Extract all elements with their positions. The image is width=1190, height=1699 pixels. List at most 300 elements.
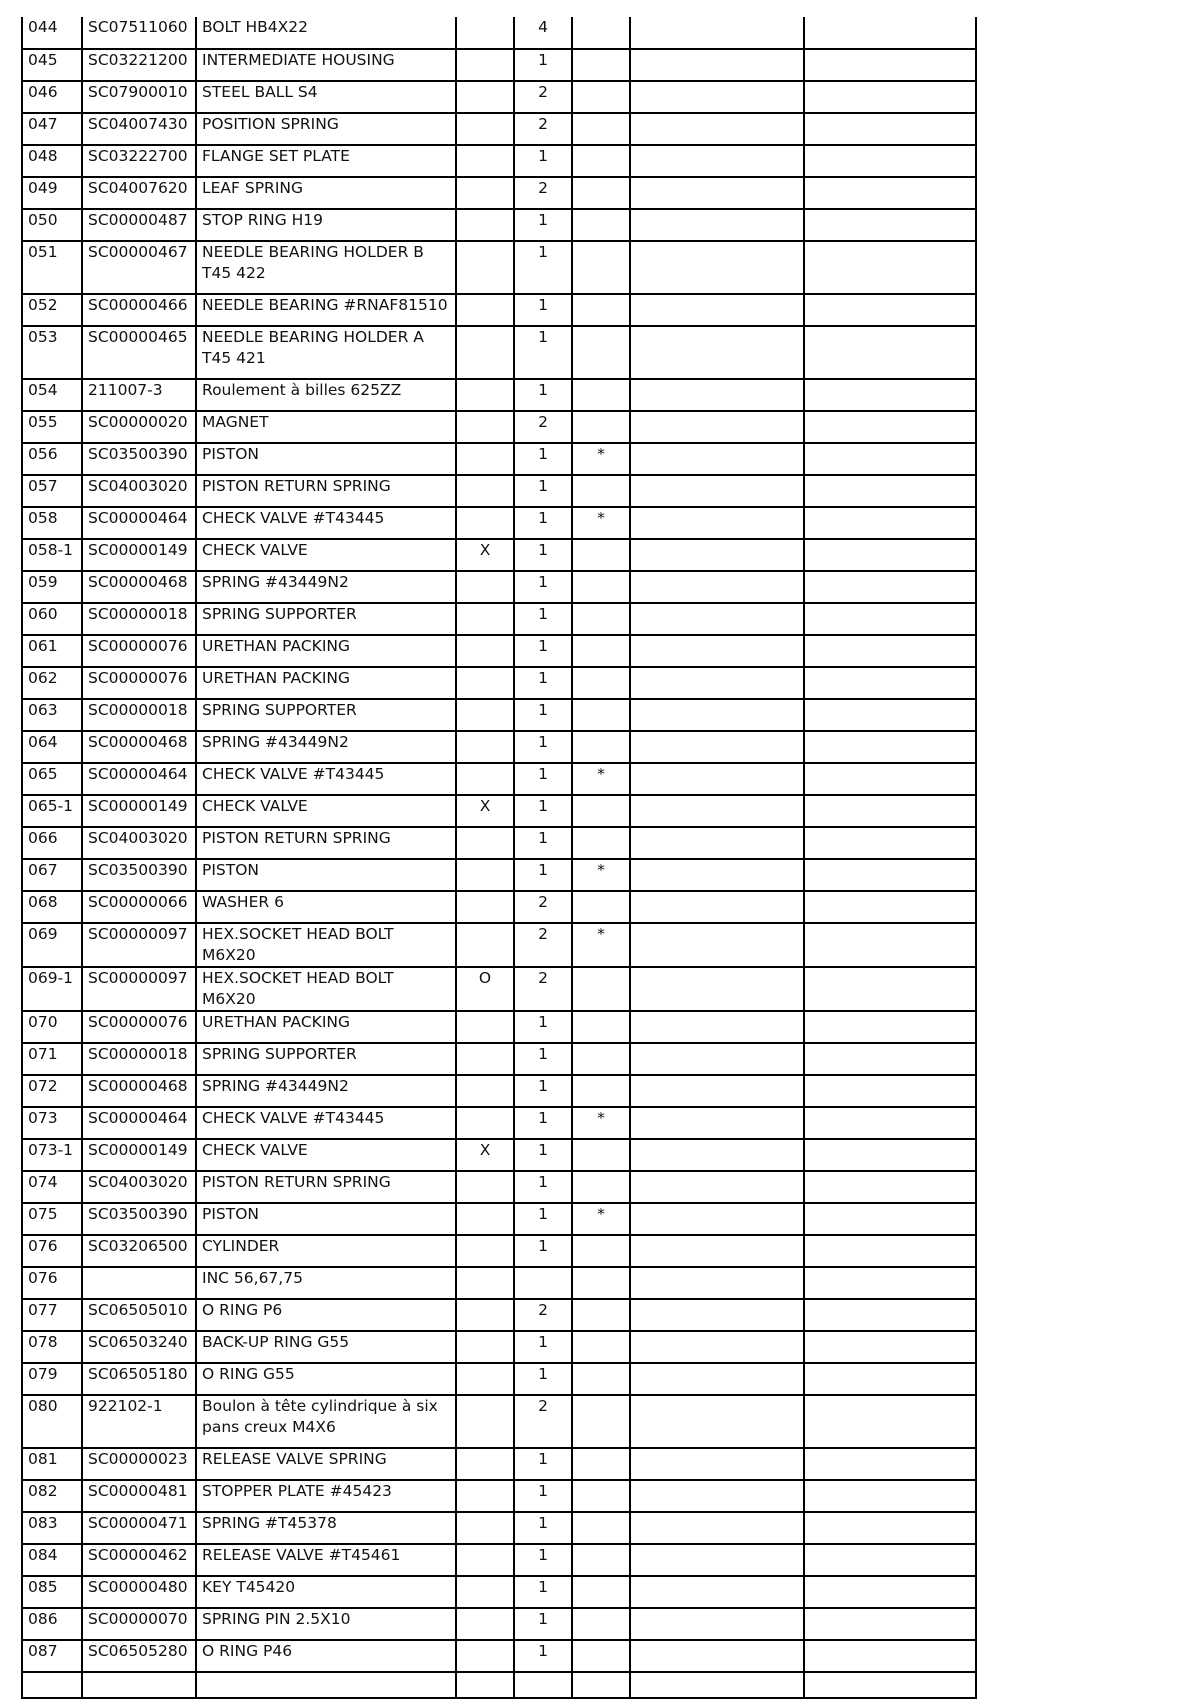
item-number-cell: 058-1 [22, 539, 82, 571]
flag-cell [456, 1107, 514, 1139]
part-code-cell: SC00000464 [82, 1107, 196, 1139]
description-cell: NEEDLE BEARING #RNAF81510 [196, 294, 456, 326]
table-row [22, 859, 976, 891]
part-code-cell: SC00000149 [82, 1139, 196, 1171]
description-cell: PISTON RETURN SPRING [196, 827, 456, 859]
table-row [22, 1672, 976, 1698]
quantity-cell: 1 [514, 1448, 572, 1480]
quantity-cell: 1 [514, 827, 572, 859]
part-code-cell: SC00000149 [82, 539, 196, 571]
table-row [22, 827, 976, 859]
flag-cell [456, 326, 514, 379]
extra-cell-2 [804, 1512, 976, 1544]
description-cell: INC 56,67,75 [196, 1267, 456, 1299]
mark-cell: * [572, 923, 630, 967]
extra-cell-1 [630, 635, 804, 667]
extra-cell-2 [804, 1395, 976, 1448]
extra-cell-2 [804, 49, 976, 81]
description-cell: CYLINDER [196, 1235, 456, 1267]
flag-cell [456, 1043, 514, 1075]
quantity-cell: 1 [514, 1235, 572, 1267]
table-row [22, 1043, 976, 1075]
part-code-cell: SC00000464 [82, 507, 196, 539]
item-number-cell: 087 [22, 1640, 82, 1672]
extra-cell-1 [630, 1672, 804, 1698]
item-number-cell: 063 [22, 699, 82, 731]
quantity-cell: 1 [514, 209, 572, 241]
extra-cell-2 [804, 1544, 976, 1576]
description-cell: HEX.SOCKET HEAD BOLT M6X20 [196, 923, 456, 967]
table-row [22, 475, 976, 507]
item-number-cell: 050 [22, 209, 82, 241]
table-row [22, 1203, 976, 1235]
table-row [22, 1075, 976, 1107]
part-code-cell: SC07900010 [82, 81, 196, 113]
flag-cell [456, 1512, 514, 1544]
flag-cell [456, 1640, 514, 1672]
quantity-cell: 1 [514, 49, 572, 81]
description-cell: URETHAN PACKING [196, 667, 456, 699]
flag-cell [456, 859, 514, 891]
description-cell: CHECK VALVE #T43445 [196, 763, 456, 795]
description-cell: URETHAN PACKING [196, 1011, 456, 1043]
part-code-cell: SC03500390 [82, 1203, 196, 1235]
mark-cell: * [572, 1203, 630, 1235]
extra-cell-2 [804, 1331, 976, 1363]
extra-cell-1 [630, 1448, 804, 1480]
quantity-cell: 1 [514, 667, 572, 699]
flag-cell: X [456, 1139, 514, 1171]
extra-cell-1 [630, 539, 804, 571]
part-code-cell: SC00000468 [82, 571, 196, 603]
flag-cell [456, 1203, 514, 1235]
part-code-cell: SC04007620 [82, 177, 196, 209]
mark-cell [572, 326, 630, 379]
extra-cell-2 [804, 1363, 976, 1395]
table-row [22, 294, 976, 326]
flag-cell [456, 763, 514, 795]
extra-cell-2 [804, 827, 976, 859]
table-row [22, 326, 976, 379]
mark-cell [572, 1608, 630, 1640]
item-number-cell: 074 [22, 1171, 82, 1203]
extra-cell-2 [804, 379, 976, 411]
extra-cell-2 [804, 635, 976, 667]
item-number-cell: 065 [22, 763, 82, 795]
table-row [22, 923, 976, 967]
quantity-cell: 2 [514, 1299, 572, 1331]
quantity-cell: 1 [514, 603, 572, 635]
part-code-cell: SC00000468 [82, 731, 196, 763]
quantity-cell: 1 [514, 699, 572, 731]
flag-cell [456, 1480, 514, 1512]
mark-cell [572, 827, 630, 859]
quantity-cell: 1 [514, 1107, 572, 1139]
table-row [22, 241, 976, 294]
extra-cell-1 [630, 1235, 804, 1267]
table-row [22, 1480, 976, 1512]
quantity-cell: 1 [514, 145, 572, 177]
mark-cell [572, 411, 630, 443]
description-cell [196, 1672, 456, 1698]
quantity-cell: 1 [514, 1640, 572, 1672]
quantity-cell: 1 [514, 795, 572, 827]
flag-cell [456, 294, 514, 326]
flag-cell [456, 1331, 514, 1363]
part-code-cell: SC00000018 [82, 699, 196, 731]
table-row [22, 967, 976, 1011]
part-code-cell: SC03222700 [82, 145, 196, 177]
extra-cell-2 [804, 1480, 976, 1512]
extra-cell-1 [630, 1075, 804, 1107]
extra-cell-1 [630, 891, 804, 923]
description-cell: NEEDLE BEARING HOLDER A T45 421 [196, 326, 456, 379]
extra-cell-1 [630, 1011, 804, 1043]
description-cell: PISTON RETURN SPRING [196, 475, 456, 507]
description-cell: Roulement à billes 625ZZ [196, 379, 456, 411]
item-number-cell: 078 [22, 1331, 82, 1363]
flag-cell [456, 379, 514, 411]
item-number-cell: 061 [22, 635, 82, 667]
mark-cell [572, 475, 630, 507]
table-row [22, 1299, 976, 1331]
quantity-cell: 1 [514, 1576, 572, 1608]
extra-cell-1 [630, 603, 804, 635]
extra-cell-1 [630, 17, 804, 49]
part-code-cell: SC00000020 [82, 411, 196, 443]
quantity-cell: 1 [514, 326, 572, 379]
item-number-cell: 045 [22, 49, 82, 81]
item-number-cell: 064 [22, 731, 82, 763]
part-code-cell: SC03500390 [82, 443, 196, 475]
extra-cell-1 [630, 667, 804, 699]
mark-cell [572, 1576, 630, 1608]
description-cell: SPRING SUPPORTER [196, 1043, 456, 1075]
table-row [22, 539, 976, 571]
table-row [22, 1267, 976, 1299]
part-code-cell: SC00000076 [82, 635, 196, 667]
extra-cell-1 [630, 923, 804, 967]
item-number-cell: 057 [22, 475, 82, 507]
extra-cell-1 [630, 1203, 804, 1235]
item-number-cell: 053 [22, 326, 82, 379]
description-cell: O RING P6 [196, 1299, 456, 1331]
item-number-cell: 068 [22, 891, 82, 923]
part-code-cell: SC07511060 [82, 17, 196, 49]
description-cell: SPRING PIN 2.5X10 [196, 1608, 456, 1640]
extra-cell-1 [630, 475, 804, 507]
mark-cell [572, 967, 630, 1011]
table-row [22, 1331, 976, 1363]
description-cell: SPRING SUPPORTER [196, 603, 456, 635]
table-row [22, 1363, 976, 1395]
table-row [22, 507, 976, 539]
mark-cell [572, 209, 630, 241]
extra-cell-1 [630, 1139, 804, 1171]
table-row [22, 145, 976, 177]
extra-cell-2 [804, 1139, 976, 1171]
flag-cell [456, 1363, 514, 1395]
part-code-cell: SC04003020 [82, 827, 196, 859]
flag-cell [456, 411, 514, 443]
item-number-cell: 071 [22, 1043, 82, 1075]
description-cell: POSITION SPRING [196, 113, 456, 145]
part-code-cell: SC00000481 [82, 1480, 196, 1512]
extra-cell-2 [804, 1640, 976, 1672]
description-cell: STOP RING H19 [196, 209, 456, 241]
description-cell: NEEDLE BEARING HOLDER B T45 422 [196, 241, 456, 294]
extra-cell-1 [630, 967, 804, 1011]
description-cell: URETHAN PACKING [196, 635, 456, 667]
flag-cell [456, 81, 514, 113]
table-row [22, 49, 976, 81]
flag-cell [456, 731, 514, 763]
mark-cell: * [572, 1107, 630, 1139]
mark-cell [572, 699, 630, 731]
extra-cell-1 [630, 1544, 804, 1576]
flag-cell [456, 1672, 514, 1698]
extra-cell-2 [804, 539, 976, 571]
extra-cell-1 [630, 1299, 804, 1331]
item-number-cell: 046 [22, 81, 82, 113]
mark-cell [572, 81, 630, 113]
part-code-cell: SC03221200 [82, 49, 196, 81]
table-row [22, 411, 976, 443]
quantity-cell: 2 [514, 967, 572, 1011]
extra-cell-1 [630, 1395, 804, 1448]
extra-cell-1 [630, 763, 804, 795]
part-code-cell: SC06505280 [82, 1640, 196, 1672]
mark-cell [572, 1235, 630, 1267]
item-number-cell: 083 [22, 1512, 82, 1544]
table-row [22, 1011, 976, 1043]
flag-cell: O [456, 967, 514, 1011]
flag-cell [456, 827, 514, 859]
item-number-cell: 049 [22, 177, 82, 209]
extra-cell-1 [630, 411, 804, 443]
table-row [22, 1139, 976, 1171]
description-cell: CHECK VALVE [196, 539, 456, 571]
quantity-cell: 1 [514, 1203, 572, 1235]
extra-cell-2 [804, 699, 976, 731]
item-number-cell: 062 [22, 667, 82, 699]
item-number-cell: 076 [22, 1235, 82, 1267]
quantity-cell: 1 [514, 1480, 572, 1512]
flag-cell [456, 475, 514, 507]
description-cell: STEEL BALL S4 [196, 81, 456, 113]
mark-cell [572, 1672, 630, 1698]
description-cell: PISTON [196, 859, 456, 891]
mark-cell [572, 731, 630, 763]
extra-cell-2 [804, 209, 976, 241]
extra-cell-1 [630, 571, 804, 603]
flag-cell [456, 1395, 514, 1448]
quantity-cell: 1 [514, 443, 572, 475]
item-number-cell: 069-1 [22, 967, 82, 1011]
extra-cell-1 [630, 699, 804, 731]
part-code-cell: SC00000480 [82, 1576, 196, 1608]
mark-cell [572, 145, 630, 177]
quantity-cell: 1 [514, 1139, 572, 1171]
item-number-cell: 072 [22, 1075, 82, 1107]
table-row [22, 1512, 976, 1544]
part-code-cell: SC00000070 [82, 1608, 196, 1640]
description-cell: RELEASE VALVE SPRING [196, 1448, 456, 1480]
part-code-cell: SC06505010 [82, 1299, 196, 1331]
description-cell: O RING P46 [196, 1640, 456, 1672]
flag-cell [456, 49, 514, 81]
extra-cell-2 [804, 1107, 976, 1139]
mark-cell [572, 1011, 630, 1043]
extra-cell-2 [804, 241, 976, 294]
quantity-cell: 1 [514, 1075, 572, 1107]
extra-cell-2 [804, 1203, 976, 1235]
description-cell: SPRING SUPPORTER [196, 699, 456, 731]
flag-cell [456, 603, 514, 635]
extra-cell-2 [804, 967, 976, 1011]
extra-cell-1 [630, 379, 804, 411]
extra-cell-1 [630, 241, 804, 294]
table-row [22, 795, 976, 827]
flag-cell [456, 699, 514, 731]
description-cell: STOPPER PLATE #45423 [196, 1480, 456, 1512]
extra-cell-2 [804, 443, 976, 475]
quantity-cell: 1 [514, 1043, 572, 1075]
table-row [22, 1107, 976, 1139]
item-number-cell: 060 [22, 603, 82, 635]
extra-cell-1 [630, 1640, 804, 1672]
item-number-cell: 081 [22, 1448, 82, 1480]
extra-cell-2 [804, 177, 976, 209]
quantity-cell: 1 [514, 1331, 572, 1363]
table-row [22, 891, 976, 923]
extra-cell-2 [804, 1448, 976, 1480]
table-row [22, 81, 976, 113]
part-code-cell: SC00000097 [82, 967, 196, 1011]
extra-cell-2 [804, 113, 976, 145]
part-code-cell: SC00000066 [82, 891, 196, 923]
extra-cell-1 [630, 795, 804, 827]
quantity-cell: 4 [514, 17, 572, 49]
table-row [22, 1640, 976, 1672]
table-row [22, 1448, 976, 1480]
part-code-cell: SC00000018 [82, 1043, 196, 1075]
quantity-cell: 1 [514, 1544, 572, 1576]
extra-cell-1 [630, 1512, 804, 1544]
mark-cell [572, 539, 630, 571]
extra-cell-1 [630, 859, 804, 891]
extra-cell-1 [630, 1608, 804, 1640]
parts-list-table [21, 17, 977, 1699]
quantity-cell: 2 [514, 411, 572, 443]
quantity-cell: 2 [514, 891, 572, 923]
part-code-cell: SC00000076 [82, 1011, 196, 1043]
extra-cell-1 [630, 1576, 804, 1608]
extra-cell-2 [804, 1075, 976, 1107]
part-code-cell: SC04003020 [82, 475, 196, 507]
quantity-cell: 2 [514, 113, 572, 145]
part-code-cell: SC00000467 [82, 241, 196, 294]
mark-cell [572, 1544, 630, 1576]
extra-cell-2 [804, 326, 976, 379]
table-row [22, 699, 976, 731]
item-number-cell: 066 [22, 827, 82, 859]
extra-cell-1 [630, 1043, 804, 1075]
extra-cell-1 [630, 1363, 804, 1395]
mark-cell: * [572, 507, 630, 539]
part-code-cell: SC03206500 [82, 1235, 196, 1267]
item-number-cell: 075 [22, 1203, 82, 1235]
flag-cell [456, 1544, 514, 1576]
extra-cell-1 [630, 1107, 804, 1139]
extra-cell-2 [804, 603, 976, 635]
description-cell: FLANGE SET PLATE [196, 145, 456, 177]
extra-cell-2 [804, 145, 976, 177]
extra-cell-1 [630, 1331, 804, 1363]
mark-cell [572, 113, 630, 145]
item-number-cell: 051 [22, 241, 82, 294]
table-row [22, 1395, 976, 1448]
item-number-cell: 067 [22, 859, 82, 891]
flag-cell [456, 209, 514, 241]
part-code-cell: SC00000076 [82, 667, 196, 699]
item-number-cell: 054 [22, 379, 82, 411]
extra-cell-2 [804, 923, 976, 967]
item-number-cell: 073-1 [22, 1139, 82, 1171]
mark-cell [572, 1395, 630, 1448]
mark-cell [572, 795, 630, 827]
part-code-cell: SC06503240 [82, 1331, 196, 1363]
quantity-cell: 2 [514, 177, 572, 209]
description-cell: LEAF SPRING [196, 177, 456, 209]
description-cell: INTERMEDIATE HOUSING [196, 49, 456, 81]
quantity-cell [514, 1267, 572, 1299]
quantity-cell: 1 [514, 571, 572, 603]
description-cell: KEY T45420 [196, 1576, 456, 1608]
flag-cell [456, 113, 514, 145]
extra-cell-2 [804, 411, 976, 443]
mark-cell [572, 241, 630, 294]
quantity-cell: 1 [514, 507, 572, 539]
part-code-cell [82, 1267, 196, 1299]
part-code-cell: SC00000018 [82, 603, 196, 635]
description-cell: PISTON [196, 1203, 456, 1235]
table-row [22, 209, 976, 241]
mark-cell [572, 1171, 630, 1203]
item-number-cell: 059 [22, 571, 82, 603]
flag-cell [456, 635, 514, 667]
extra-cell-2 [804, 795, 976, 827]
part-code-cell [82, 1672, 196, 1698]
mark-cell [572, 603, 630, 635]
description-cell: CHECK VALVE #T43445 [196, 507, 456, 539]
part-code-cell: SC00000465 [82, 326, 196, 379]
mark-cell [572, 1299, 630, 1331]
table-row [22, 667, 976, 699]
part-code-cell: SC03500390 [82, 859, 196, 891]
extra-cell-1 [630, 177, 804, 209]
extra-cell-2 [804, 763, 976, 795]
flag-cell: X [456, 539, 514, 571]
extra-cell-2 [804, 1267, 976, 1299]
extra-cell-2 [804, 571, 976, 603]
table-row [22, 763, 976, 795]
description-cell: MAGNET [196, 411, 456, 443]
flag-cell [456, 443, 514, 475]
item-number-cell: 056 [22, 443, 82, 475]
mark-cell [572, 1448, 630, 1480]
extra-cell-2 [804, 667, 976, 699]
